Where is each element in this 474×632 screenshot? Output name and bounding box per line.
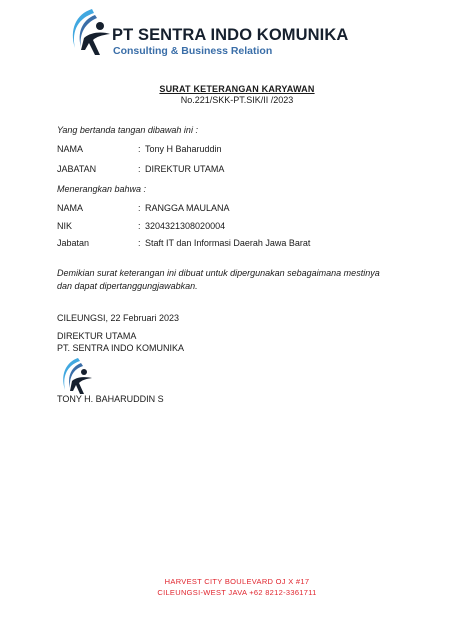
place-date: CILEUNGSI, 22 Februari 2023 xyxy=(57,313,180,323)
company-name: PT SENTRA INDO KOMUNIKA xyxy=(112,26,349,44)
signer-position-label: JABATAN xyxy=(57,164,97,174)
signer-position-value: DIREKTUR UTAMA xyxy=(145,164,225,174)
employee-name-colon: : xyxy=(138,203,141,213)
signer-name-label: NAMA xyxy=(57,144,84,154)
employee-nik-value: 3204321308020004 xyxy=(145,221,226,231)
employee-nik-label: NIK xyxy=(57,221,73,231)
signature-logo-icon xyxy=(56,356,96,396)
employee-position-colon: : xyxy=(138,238,141,248)
employee-position-label: Jabatan xyxy=(57,238,90,248)
employee-name-label: NAMA xyxy=(57,203,84,213)
employee-position-value: Staft IT dan Informasi Daerah Jawa Barat xyxy=(145,238,311,248)
intro-text: Yang bertanda tangan dibawah ini : xyxy=(57,125,198,135)
letter-number: No.221/SKK-PT.SIK/II /2023 xyxy=(180,95,294,105)
employee-nik-colon: : xyxy=(138,221,141,231)
footer-address-line1: HARVEST CITY BOULEVARD OJ X #17 xyxy=(164,577,310,586)
footer-address-line2: CILEUNGSI-WEST JAVA +62 8212-3361711 xyxy=(157,588,317,597)
signature-company: PT. SENTRA INDO KOMUNIKA xyxy=(57,343,185,353)
closing-text-line1: Demikian surat keterangan ini dibuat untuk dipergunakan sebagaimana mestinya xyxy=(57,268,380,278)
closing-text-line2: dan dapat dipertanggungjawabkan. xyxy=(57,281,198,291)
signature-position: DIREKTUR UTAMA xyxy=(57,331,137,341)
signer-position-colon: : xyxy=(138,164,141,174)
states-text: Menerangkan bahwa : xyxy=(57,184,147,194)
signer-name-value: Tony H Baharuddin xyxy=(145,144,222,154)
employee-name-value: RANGGA MAULANA xyxy=(145,203,230,213)
signature-name: TONY H. BAHARUDDIN S xyxy=(57,394,164,404)
company-tagline: Consulting & Business Relation xyxy=(113,45,273,57)
signer-name-colon: : xyxy=(138,144,141,154)
letter-title: SURAT KETERANGAN KARYAWAN xyxy=(159,84,315,94)
company-logo-icon xyxy=(62,6,114,58)
